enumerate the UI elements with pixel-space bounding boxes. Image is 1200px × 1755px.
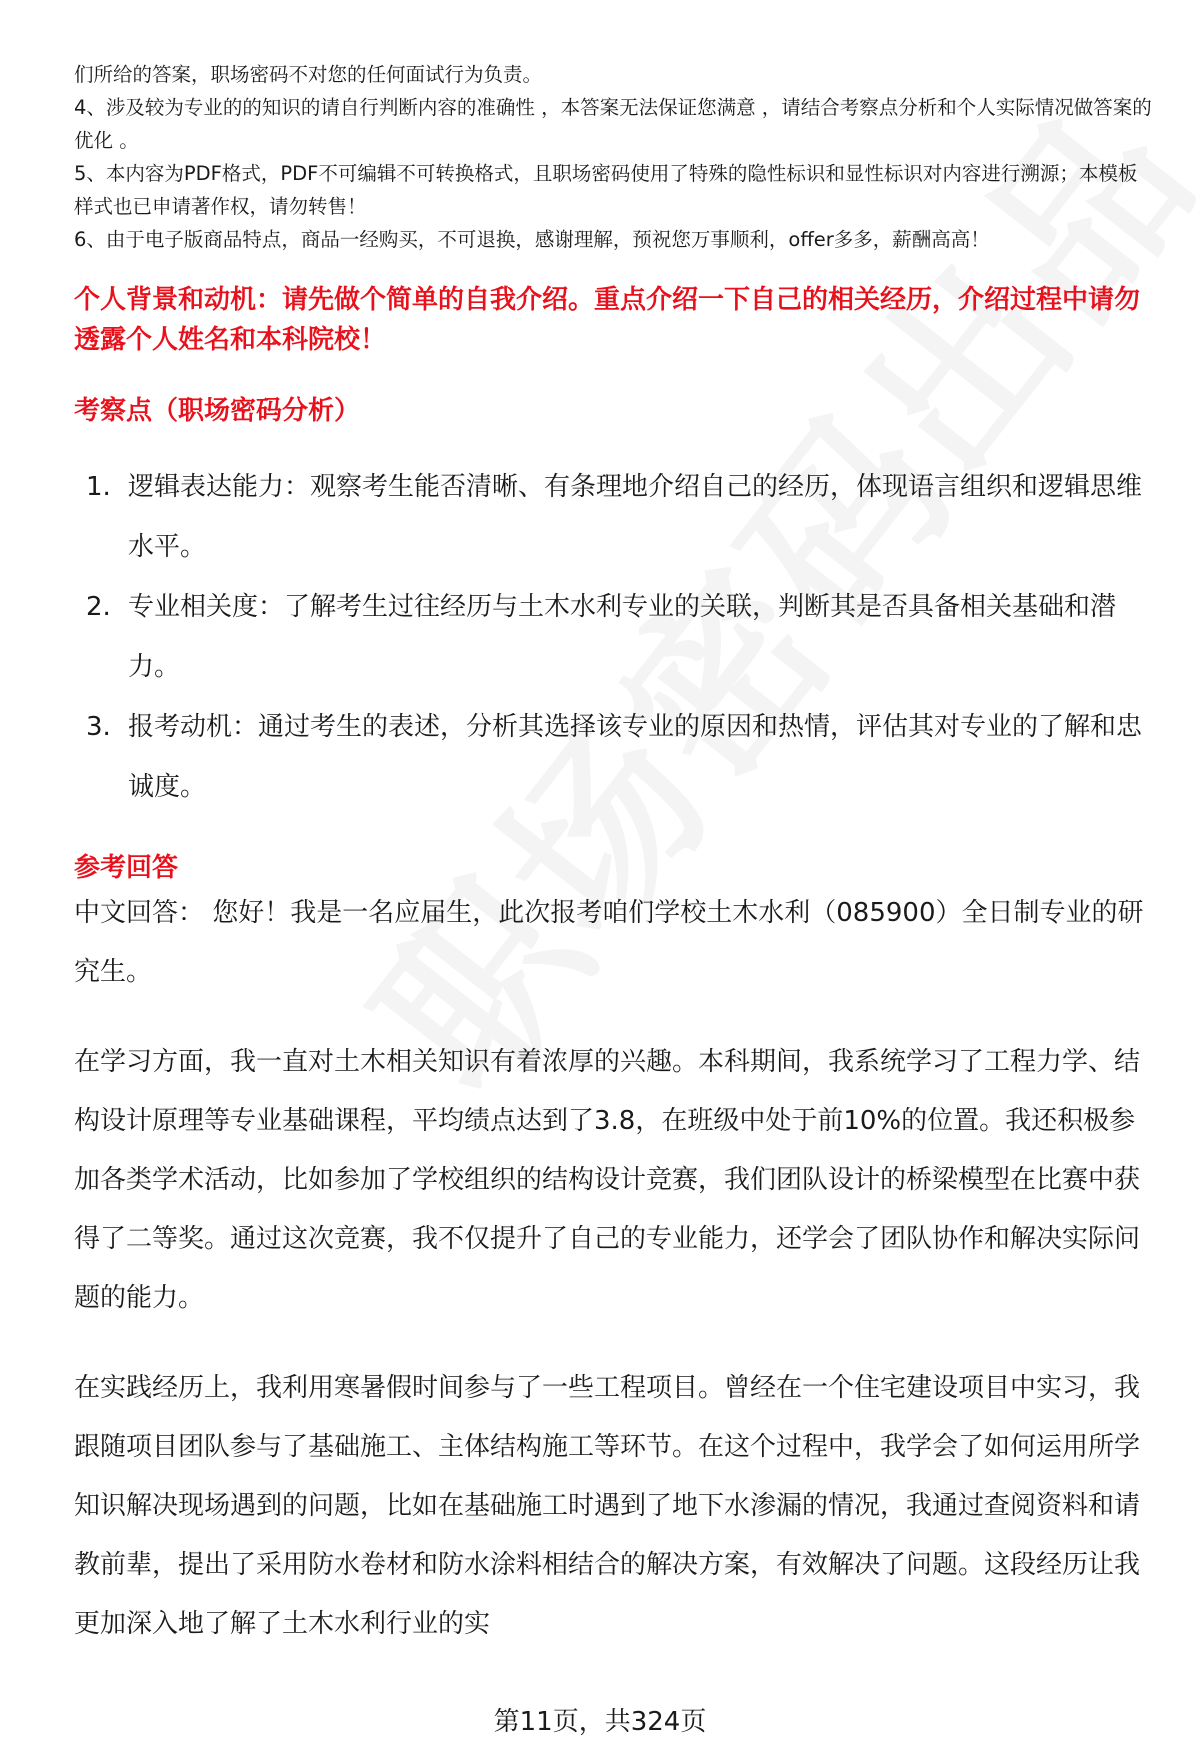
reference-answer-heading: 参考回答 — [74, 853, 179, 883]
note-line: 5、本内容为PDF格式，PDF不可编辑不可转换格式，且职场密码使用了特殊的隐性标识和显性标识对内容进行溯源；本模板样式也已申请著作权，请勿转售！ — [74, 162, 1138, 218]
exam-point-text: 逻辑表达能力：观察考生能否清晰、有条理地介绍自己的经历，体现语言组织和逻辑思维水平。 — [128, 472, 1143, 562]
answer-paragraph: 在实践经历上，我利用寒暑假时间参与了一些工程项目。曾经在一个住宅建设项目中实习，我跟随项目团队参与了基础施工、主体结构施工等环节。在这个过程中，我学会了如何运用所学知识解决现场遇到的问题，比如在基础施工时遇到了地下水渗漏的情况，我通过查阅资料和请教前辈，提出了采用防水卷材和防水涂料相结合的解决方案，有效解决了问题。这段经历让我更加深入地了解了土木水利行业的实 — [74, 1373, 1141, 1639]
page-footer: 第11页，共324页 — [493, 1707, 707, 1737]
answer-paragraph: 在学习方面，我一直对土木相关知识有着浓厚的兴趣。本科期间，我系统学习了工程力学、结构设计原理等专业基础课程，平均绩点达到了3.8，在班级中处于前10%的位置。我还积极参加各类学术活动，比如参加了学校组织的结构设计竞赛，我们团队设计的桥梁模型在比赛中获得了二等奖。通过这次竞赛，我不仅提升了自己的专业能力，还学会了团队协作和解决实际问题的能力。 — [74, 1047, 1141, 1313]
list-number: 3. — [86, 712, 111, 742]
notes-block — [74, 58, 1154, 256]
exam-point-item — [74, 457, 1154, 577]
exam-point-text: 报考动机：通过考生的表述，分析其选择该专业的原因和热情，评估其对专业的了解和忠诚度。 — [128, 712, 1143, 802]
list-number: 1. — [86, 472, 111, 502]
exam-points-list — [74, 457, 1154, 817]
note-line: 4、涉及较为专业的的知识的请自行判断内容的准确性 ，本答案无法保证您满意 ，请结合考察点分析和个人实际情况做答案的优化 。 — [74, 96, 1152, 152]
answer-paragraph: 中文回答： 您好！我是一名应届生，此次报考咱们学校土木水利（085900）全日制专业的研究生。 — [74, 898, 1144, 987]
note-line: 6、由于电子版商品特点，商品一经购买，不可退换，感谢理解，预祝您万事顺利，offer多多，薪酬高高！ — [74, 228, 990, 251]
exam-point-item — [74, 577, 1154, 697]
note-line: 们所给的答案，职场密码不对您的任何面试行为负责。 — [74, 63, 543, 86]
exam-point-item — [74, 697, 1154, 817]
reference-answer — [74, 884, 1154, 1654]
exam-point-text: 专业相关度：了解考生过往经历与土木水利专业的关联，判断其是否具备相关基础和潜力。 — [128, 592, 1117, 682]
exam-points-heading: 考察点（职场密码分析） — [74, 396, 361, 426]
interview-question: 个人背景和动机：请先做个简单的自我介绍。重点介绍一下自己的相关经历，介绍过程中请勿透露个人姓名和本科院校！ — [74, 285, 1141, 355]
list-number: 2. — [86, 592, 111, 622]
document-page — [74, 0, 1154, 1654]
